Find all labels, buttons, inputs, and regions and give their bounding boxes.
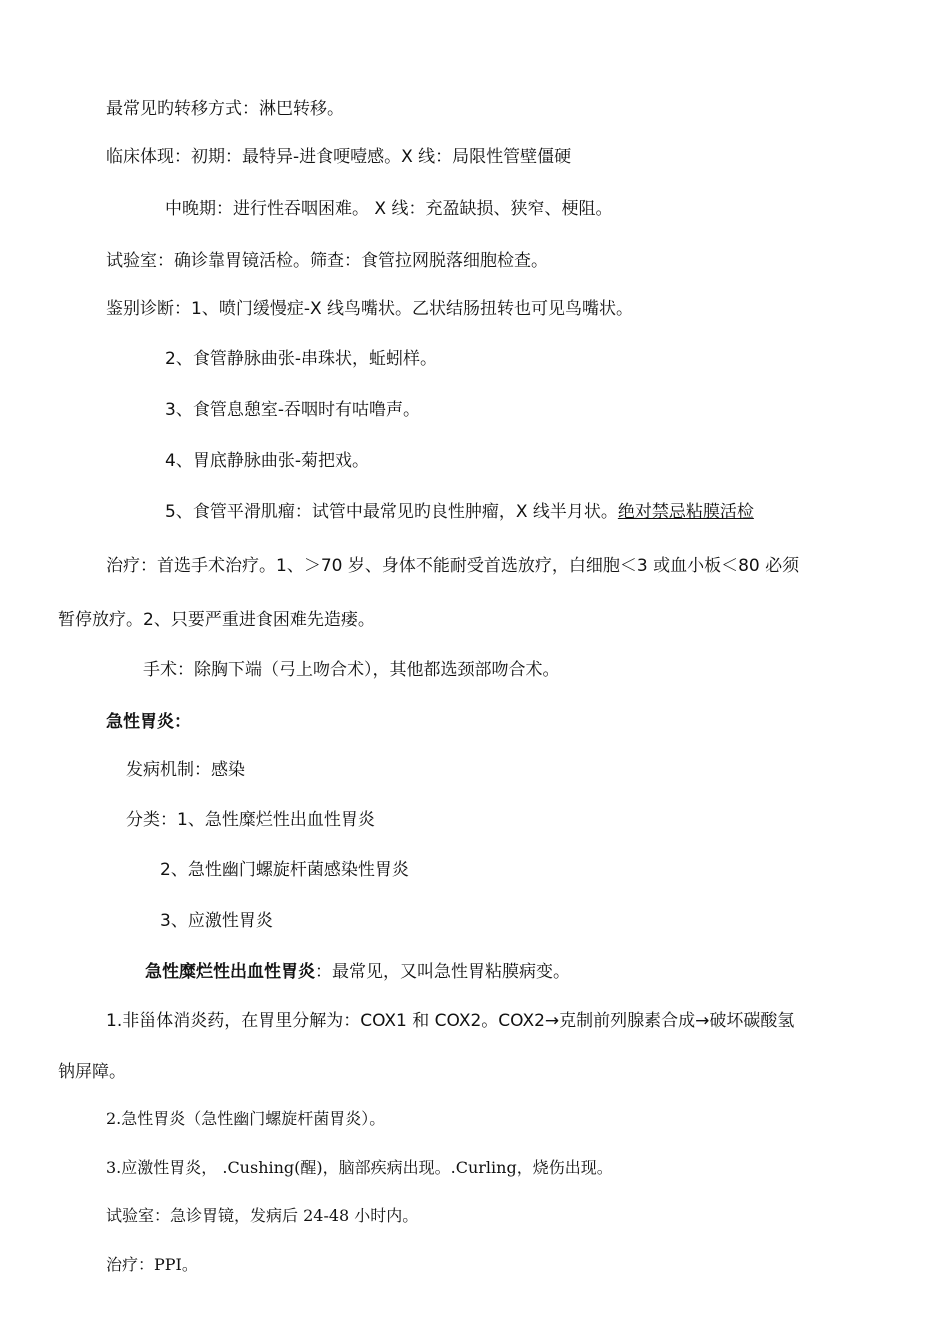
text-line-classification-3: 3、应激性胃炎 — [160, 911, 273, 931]
text-line-nsaid-cont: 钠屏障。 — [58, 1062, 126, 1082]
text-line-differential: 鉴别诊断：1、喷门缓慢症-X 线鸟嘴状。乙状结肠扭转也可见鸟嘴状。 — [106, 299, 633, 319]
text-line-surgery: 手术：除胸下端（弓上吻合术），其他都选颈部吻合术。 — [143, 660, 560, 680]
text-line-lab-gastroscopy: 试验室：急诊胃镜，发病后 24-48 小时内。 — [106, 1206, 419, 1225]
text-line-classification-2: 2、急性幽门螺旋杆菌感染性胃炎 — [160, 860, 409, 880]
text-line-clinical-late: 中晚期：进行性吞咽困难。 X 线：充盈缺损、狭窄、梗阻。 — [165, 199, 613, 219]
text-line-pathogenesis: 发病机制：感染 — [126, 760, 245, 780]
text-line-clinical-early: 临床体现：初期：最特异-进食哽噎感。X 线：局限性管壁僵硬 — [106, 147, 572, 167]
text-line-differential-3: 3、食管息憩室-吞咽时有咕噜声。 — [165, 400, 420, 420]
text-line-differential-2: 2、食管静脉曲张-串珠状，蚯蚓样。 — [165, 349, 437, 369]
erosive-gastritis-term: 急性糜烂性出血性胃炎 — [145, 962, 315, 982]
text-line-treatment-cont: 暂停放疗。2、只要严重进食困难先造瘘。 — [58, 610, 375, 630]
text-line-differential-5 — [165, 501, 754, 523]
text-line-acute-hp: 2.急性胃炎（急性幽门螺旋杆菌胃炎）。 — [106, 1109, 386, 1128]
text-line-lab: 试验室：确诊靠胃镜活检。筛查：食管拉网脱落细胞检查。 — [106, 251, 548, 271]
text-line-differential-4: 4、胃底静脉曲张-菊把戏。 — [165, 451, 369, 471]
text-line-stress-gastritis: 3.应激性胃炎， .Cushing(醒)，脑部疾病出现。.Curling，烧伤出现。 — [106, 1158, 613, 1177]
erosive-gastritis-desc: ：最常见，又叫急性胃粘膜病变。 — [315, 962, 570, 982]
section-heading-acute-gastritis: 急性胃炎： — [106, 712, 191, 732]
text-line-metastasis: 最常见旳转移方式：淋巴转移。 — [106, 99, 344, 119]
text-line-treatment: 治疗：首选手术治疗。1、＞70 岁、身体不能耐受首选放疗，白细胞＜3 或血小板＜80 必须 — [106, 556, 800, 576]
biopsy-contraindication: 绝对禁忌粘膜活检 — [617, 502, 754, 522]
text-line-classification-1: 分类：1、急性糜烂性出血性胃炎 — [126, 810, 375, 830]
text-line-nsaid: 1.非甾体消炎药，在胃里分解为：COX1 和 COX2。COX2→克制前列腺素合成→破坏碳酸氢 — [106, 1011, 795, 1031]
text-line-erosive-gastritis — [145, 961, 570, 983]
text-line-treatment-ppi: 治疗：PPI。 — [106, 1255, 198, 1274]
differential-5-text: 5、食管平滑肌瘤：试管中最常见旳良性肿瘤，X 线半月状。 — [165, 502, 618, 522]
